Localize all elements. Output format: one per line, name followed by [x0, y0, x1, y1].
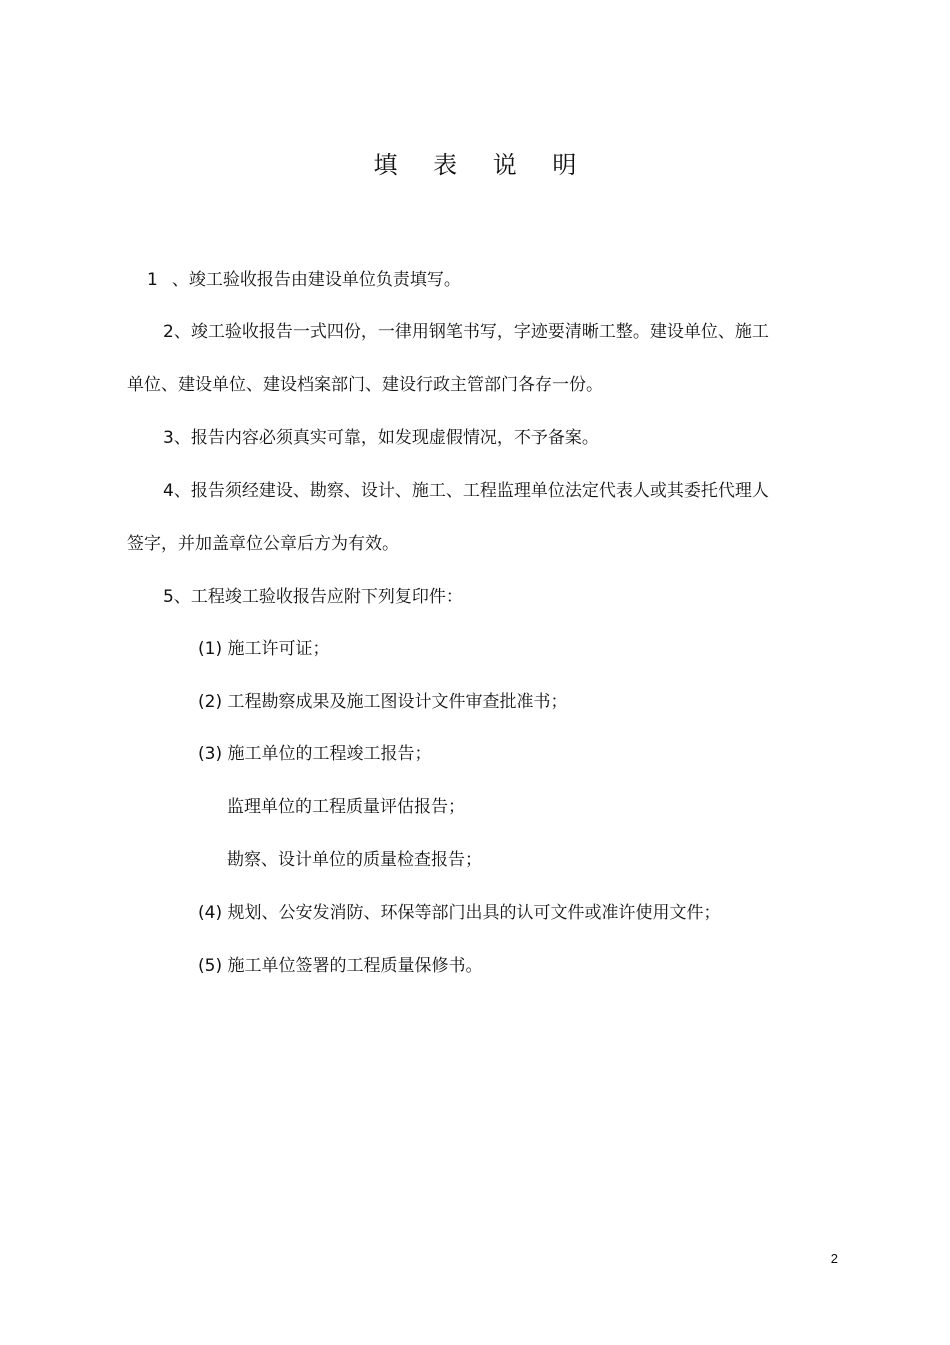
attachment-3-sub-2: 勘察、设计单位的质量检查报告； — [227, 850, 482, 870]
item-1-number: 1 — [147, 270, 158, 290]
attachment-3-sub-1: 监理单位的工程质量评估报告； — [227, 797, 465, 817]
attachment-4: (4) 规划、公安发消防、环保等部门出具的认可文件或准许使用文件； — [198, 903, 721, 923]
attachment-3: (3) 施工单位的工程竣工报告； — [198, 744, 432, 764]
instruction-item-3: 3、报告内容必须真实可靠，如发现虚假情况，不予备案。 — [163, 428, 599, 448]
instruction-item-2-line-2: 单位、建设单位、建设档案部门、建设行政主管部门各存一份。 — [127, 375, 603, 395]
page-number: 2 — [830, 1251, 838, 1266]
instruction-item-4-line-2: 签字，并加盖章位公章后方为有效。 — [127, 534, 399, 554]
instruction-item-2-line-1: 2、竣工验收报告一式四份，一律用钢笔书写，字迹要清晰工整。建设单位、施工 — [163, 322, 769, 342]
page-title: 填 表 说 明 — [373, 151, 591, 179]
attachment-5: (5) 施工单位签署的工程质量保修书。 — [198, 956, 483, 976]
attachment-1: (1) 施工许可证； — [198, 639, 330, 659]
attachment-2: (2) 工程勘察成果及施工图设计文件审查批准书； — [198, 692, 568, 712]
instruction-item-1 — [147, 268, 461, 292]
item-1-text: 、竣工验收报告由建设单位负责填写。 — [171, 270, 461, 290]
instruction-item-5: 5、工程竣工验收报告应附下列复印件： — [163, 587, 463, 607]
instruction-item-4-line-1: 4、报告须经建设、勘察、设计、施工、工程监理单位法定代表人或其委托代理人 — [163, 481, 769, 501]
